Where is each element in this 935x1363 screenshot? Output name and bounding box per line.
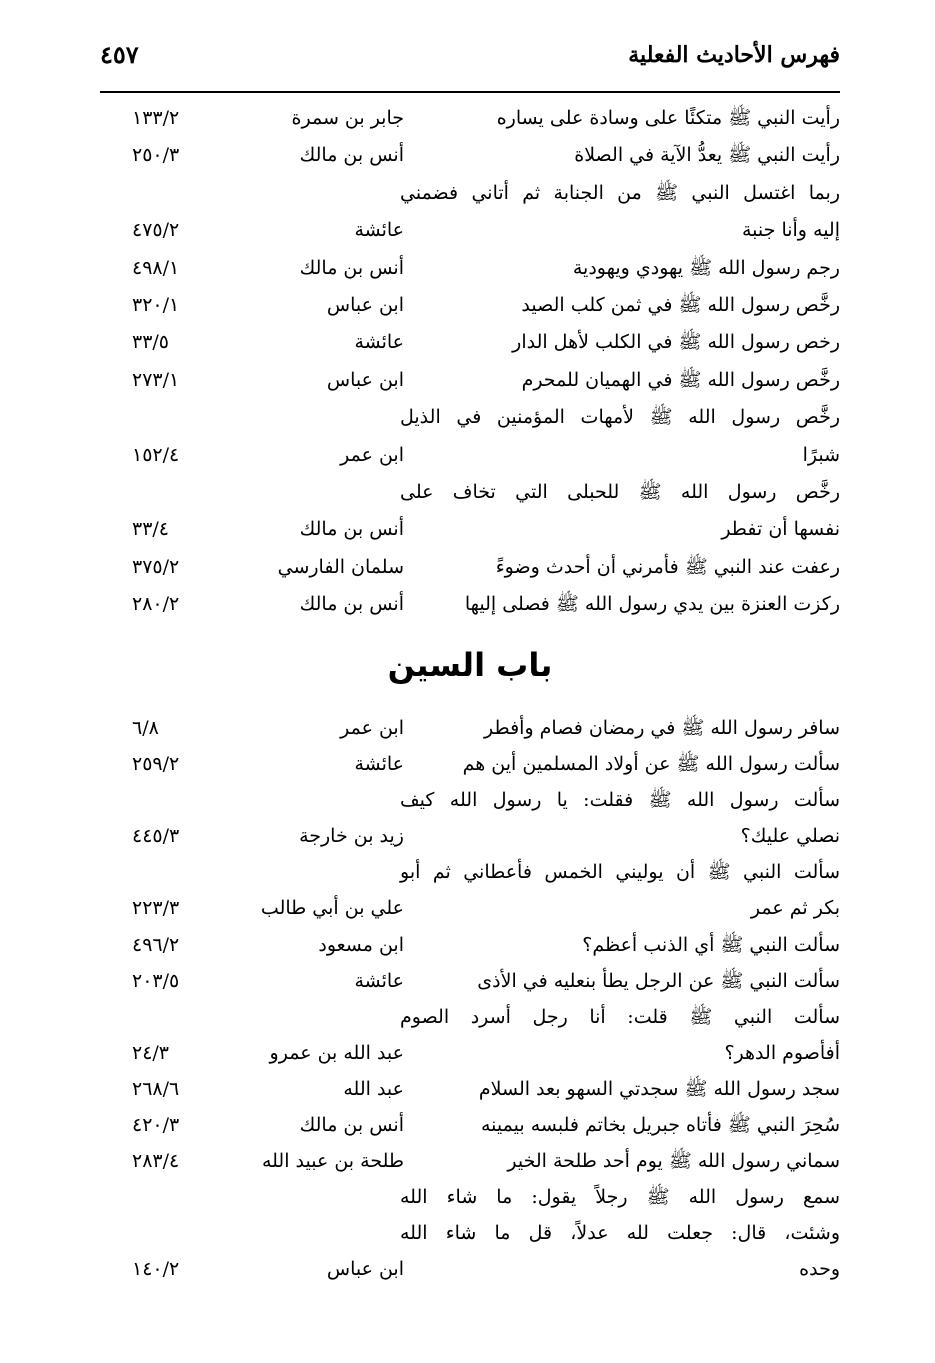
hadith-text: إليه وأنا جنبة bbox=[742, 219, 840, 242]
volume-page-ref: ٣٧٥/٢ bbox=[132, 555, 180, 578]
hadith-text: سألت رسول الله ﷺ عن أولاد المسلمين أين هم bbox=[462, 753, 840, 776]
narrator: عائشة bbox=[354, 219, 404, 242]
hadith-text: رأيت النبي ﷺ يعدُّ الآية في الصلاة bbox=[574, 144, 840, 167]
hadith-text: نصلي عليك؟ bbox=[740, 825, 840, 848]
volume-page-ref: ٢٢٣/٣ bbox=[132, 897, 180, 920]
narrator: أنس بن مالك bbox=[299, 518, 404, 541]
running-title: فهرس الأحاديث الفعلية bbox=[628, 42, 840, 68]
hadith-text: رجم رسول الله ﷺ يهودي ويهودية bbox=[572, 256, 840, 279]
hadith-index-section-sin bbox=[100, 710, 840, 1288]
hadith-text: رخَّص رسول الله ﷺ في الهميان للمحرم bbox=[521, 368, 840, 391]
hadith-text: رعفت عند النبي ﷺ فأمرني أن أحدث وضوءً bbox=[495, 555, 840, 578]
index-row bbox=[100, 586, 840, 623]
hadith-text: رخص رسول الله ﷺ في الكلب لأهل الدار bbox=[512, 331, 840, 354]
index-row bbox=[100, 710, 840, 746]
index-row bbox=[100, 999, 840, 1035]
index-row bbox=[100, 175, 840, 212]
index-row bbox=[100, 399, 840, 436]
volume-page-ref: ٣٢٠/١ bbox=[132, 293, 180, 316]
narrator: طلحة بن عبيد الله bbox=[261, 1150, 404, 1173]
narrator: ابن عباس bbox=[326, 368, 404, 391]
index-row bbox=[100, 963, 840, 999]
header-divider bbox=[100, 91, 840, 93]
hadith-text: رخَّص رسول الله ﷺ للحبلى التي تخاف على bbox=[400, 480, 840, 503]
hadith-text: سألت النبي ﷺ أي الذنب أعظم؟ bbox=[582, 933, 840, 956]
narrator: زيد بن خارجة bbox=[299, 825, 404, 848]
narrator: ابن عمر bbox=[340, 717, 404, 739]
narrator: ابن عباس bbox=[326, 1258, 404, 1281]
index-row bbox=[100, 100, 840, 137]
hadith-text: رخَّص رسول الله ﷺ لأمهات المؤمنين في الذيل bbox=[400, 406, 840, 429]
volume-page-ref: ٣٣/٤ bbox=[132, 518, 170, 541]
volume-page-ref: ٢٥٩/٢ bbox=[132, 753, 180, 776]
page-header bbox=[100, 38, 840, 78]
narrator: عبد الله بن عمرو bbox=[269, 1041, 404, 1064]
hadith-text: نفسها أن تفطر bbox=[721, 518, 840, 541]
narrator: عائشة bbox=[354, 753, 404, 776]
index-row bbox=[100, 474, 840, 511]
index-row bbox=[100, 746, 840, 782]
index-row bbox=[100, 890, 840, 926]
index-row bbox=[100, 782, 840, 818]
narrator: سلمان الفارسي bbox=[277, 555, 404, 578]
hadith-text: أفأصوم الدهر؟ bbox=[724, 1041, 840, 1064]
hadith-text: سماني رسول الله ﷺ يوم أحد طلحة الخير bbox=[507, 1150, 840, 1173]
narrator: عائشة bbox=[354, 969, 404, 992]
page-number: ٤٥٧ bbox=[100, 40, 139, 69]
volume-page-ref: ٤٤٥/٣ bbox=[132, 825, 180, 848]
hadith-text: رأيت النبي ﷺ متكئًا على وسادة على يساره bbox=[496, 107, 840, 129]
volume-page-ref: ٢٤/٣ bbox=[132, 1041, 170, 1064]
index-row bbox=[100, 927, 840, 963]
volume-page-ref: ١٣٣/٢ bbox=[132, 107, 180, 129]
index-row bbox=[100, 437, 840, 474]
hadith-text: سألت النبي ﷺ عن الرجل يطأ بنعليه في الأذى bbox=[477, 969, 840, 992]
hadith-text: سألت النبي ﷺ أن يوليني الخمس فأعطاني ثم أبو bbox=[400, 861, 840, 884]
volume-page-ref: ٦/٨ bbox=[132, 717, 159, 739]
volume-page-ref: ٤٢٠/٣ bbox=[132, 1114, 180, 1137]
hadith-index-section-ra bbox=[100, 100, 840, 623]
hadith-text: شبرًا bbox=[802, 443, 840, 466]
index-row bbox=[100, 1071, 840, 1107]
narrator: ابن عباس bbox=[326, 293, 404, 316]
section-heading: باب السين bbox=[387, 646, 553, 684]
narrator: أنس بن مالك bbox=[299, 593, 404, 616]
index-row bbox=[100, 818, 840, 854]
index-row bbox=[100, 549, 840, 586]
hadith-text: سافر رسول الله ﷺ في رمضان فصام وأفطر bbox=[484, 717, 840, 739]
hadith-text: وشئت، قال: جعلت لله عدلاً، قل ما شاء الله bbox=[400, 1222, 840, 1245]
narrator: عائشة bbox=[354, 331, 404, 354]
index-row bbox=[100, 1215, 840, 1251]
volume-page-ref: ٣٣/٥ bbox=[132, 331, 170, 354]
hadith-text: بكر ثم عمر bbox=[750, 897, 840, 920]
index-row bbox=[100, 1035, 840, 1071]
narrator: أنس بن مالك bbox=[299, 1114, 404, 1137]
volume-page-ref: ١٤٠/٢ bbox=[132, 1258, 180, 1281]
volume-page-ref: ٤٧٥/٢ bbox=[132, 219, 180, 242]
volume-page-ref: ٢٨٠/٢ bbox=[132, 593, 180, 616]
narrator: عبد الله bbox=[343, 1077, 404, 1100]
index-row bbox=[100, 287, 840, 324]
index-row bbox=[100, 212, 840, 249]
volume-page-ref: ٢٧٣/١ bbox=[132, 368, 180, 391]
hadith-text: ركزت العنزة بين يدي رسول الله ﷺ فصلى إليها bbox=[464, 593, 840, 616]
index-row bbox=[100, 1107, 840, 1143]
narrator: أنس بن مالك bbox=[299, 144, 404, 167]
index-row bbox=[100, 854, 840, 890]
volume-page-ref: ١٥٢/٤ bbox=[132, 443, 180, 466]
volume-page-ref: ٢٥٠/٣ bbox=[132, 144, 180, 167]
index-row bbox=[100, 362, 840, 399]
index-row bbox=[100, 511, 840, 548]
volume-page-ref: ٤٩٦/٢ bbox=[132, 933, 180, 956]
volume-page-ref: ٤٩٨/١ bbox=[132, 256, 180, 279]
narrator: ابن مسعود bbox=[318, 933, 404, 956]
index-row bbox=[100, 250, 840, 287]
hadith-text: سجد رسول الله ﷺ سجدتي السهو بعد السلام bbox=[478, 1077, 840, 1100]
hadith-text: وحده bbox=[799, 1258, 840, 1281]
index-row bbox=[100, 137, 840, 174]
narrator: علي بن أبي طالب bbox=[260, 897, 404, 920]
volume-page-ref: ٢٦٨/٦ bbox=[132, 1077, 180, 1100]
narrator: ابن عمر bbox=[340, 443, 404, 466]
index-row bbox=[100, 1251, 840, 1287]
volume-page-ref: ٢٠٣/٥ bbox=[132, 969, 180, 992]
volume-page-ref: ٢٨٣/٤ bbox=[132, 1150, 180, 1173]
narrator: أنس بن مالك bbox=[299, 256, 404, 279]
hadith-text: رخَّص رسول الله ﷺ في ثمن كلب الصيد bbox=[521, 293, 840, 316]
hadith-text: سمع رسول الله ﷺ رجلاً يقول: ما شاء الله bbox=[400, 1186, 840, 1209]
index-row bbox=[100, 1143, 840, 1179]
index-row bbox=[100, 324, 840, 361]
hadith-text: سُحِرَ النبي ﷺ فأتاه جبريل بخاتم فلبسه بيمينه bbox=[481, 1114, 840, 1137]
hadith-text: ربما اغتسل النبي ﷺ من الجنابة ثم أتاني فضمني bbox=[400, 181, 840, 204]
hadith-text: سألت رسول الله ﷺ فقلت: يا رسول الله كيف bbox=[400, 789, 840, 812]
narrator: جابر بن سمرة bbox=[291, 107, 404, 129]
index-row bbox=[100, 1179, 840, 1215]
hadith-text: سألت النبي ﷺ قلت: أنا رجل أسرد الصوم bbox=[400, 1005, 840, 1028]
